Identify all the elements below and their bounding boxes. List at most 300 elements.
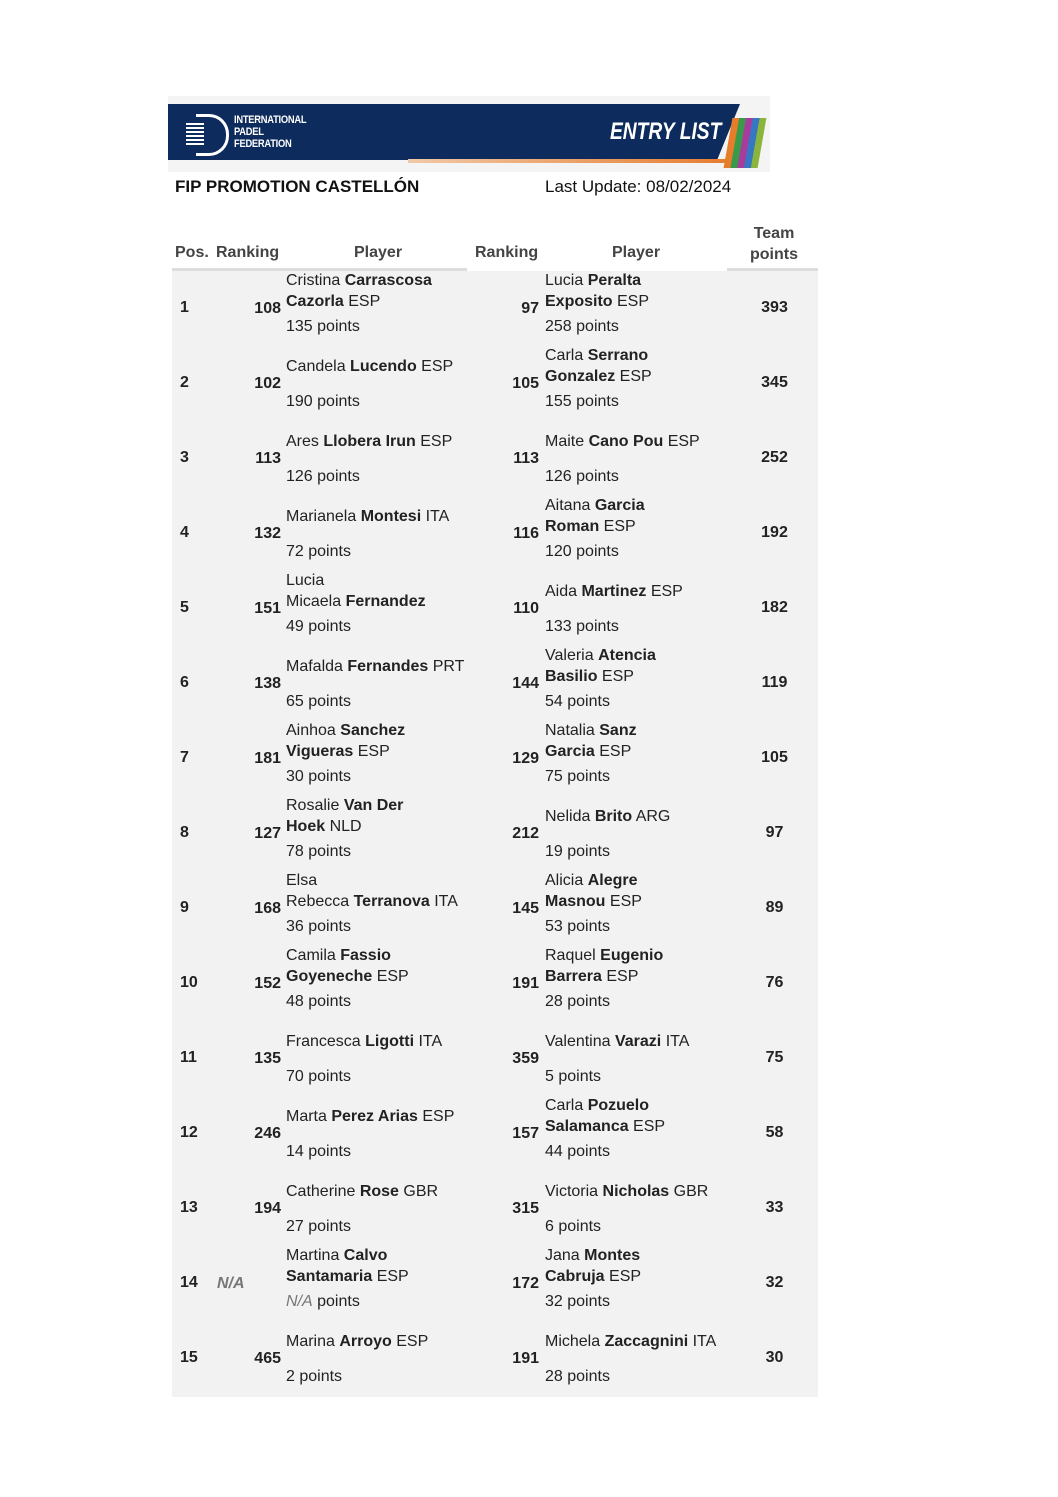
name-part: Catherine <box>286 1182 360 1200</box>
player-name <box>545 721 745 761</box>
player-points <box>286 618 351 636</box>
table-row <box>172 421 818 496</box>
logo-line: INTERNATIONAL <box>234 114 307 126</box>
surname: Masnou <box>545 893 606 910</box>
banner-color-stripes <box>724 118 767 168</box>
team-points: 30 <box>765 1349 784 1366</box>
surname: Terranova <box>353 893 430 910</box>
player-cell <box>286 796 486 871</box>
surname: Garcia <box>545 743 595 760</box>
points-label: points <box>303 768 351 785</box>
player-ranking: N/A <box>217 1275 245 1292</box>
points-label: points <box>571 543 619 560</box>
player-points <box>545 1368 610 1386</box>
player-name <box>286 1096 486 1136</box>
points-value: 49 <box>286 618 304 635</box>
player-ranking: 157 <box>512 1125 539 1142</box>
name-part: Rebecca <box>286 893 354 910</box>
points-label: points <box>294 1368 343 1385</box>
player-points <box>286 318 360 336</box>
header-points-line: points <box>750 246 798 263</box>
player-ranking: 315 <box>512 1200 539 1217</box>
name-line <box>545 1266 745 1287</box>
player-points <box>545 1143 610 1161</box>
name-line <box>286 1331 486 1352</box>
points-label: points <box>303 1068 351 1085</box>
player-points <box>545 618 619 636</box>
surname: Salamanca <box>545 1118 629 1135</box>
name-part: Mafalda <box>286 657 348 675</box>
points-label: points <box>571 318 619 335</box>
surname: Carrascosa <box>344 272 432 289</box>
points-label: points <box>562 1143 610 1160</box>
surname: Hoek <box>286 818 326 835</box>
name-part: ESP <box>646 582 683 600</box>
position: 14 <box>180 1274 198 1291</box>
name-part: Ares <box>286 432 324 450</box>
player-points <box>545 1068 601 1086</box>
points-value: 28 <box>545 1368 563 1385</box>
name-line <box>286 795 486 816</box>
surname: Santamaria <box>286 1268 373 1285</box>
player-cell <box>286 1321 486 1396</box>
player-cell <box>286 646 486 721</box>
player-ranking: 138 <box>254 675 281 692</box>
player-ranking: 194 <box>254 1200 281 1217</box>
player-name <box>286 271 486 311</box>
player-points <box>545 843 610 861</box>
header-team-points <box>750 223 798 265</box>
table-row <box>172 1171 818 1246</box>
player-cell <box>286 946 486 1021</box>
name-part: Valentina <box>545 1032 615 1050</box>
name-part: Martina <box>286 1247 344 1264</box>
points-label: points <box>303 618 351 635</box>
name-part: ESP <box>343 293 381 310</box>
surname: Sanz <box>599 722 637 739</box>
name-line <box>545 945 745 966</box>
player-cell <box>545 421 745 496</box>
name-part: Nelida <box>545 807 595 825</box>
points-value: 135 <box>286 318 313 335</box>
team-points: 89 <box>765 899 784 916</box>
name-line <box>545 1331 745 1352</box>
name-part: Victoria <box>545 1182 603 1200</box>
player-name <box>545 946 745 986</box>
points-label: points <box>553 1068 602 1085</box>
points-value: 72 <box>286 543 304 560</box>
points-label: points <box>571 468 619 485</box>
player-points <box>545 768 610 786</box>
header-ranking-1: Ranking <box>216 244 280 261</box>
team-points: 393 <box>761 299 788 316</box>
position: 6 <box>180 674 189 691</box>
name-part: ESP <box>597 668 634 685</box>
points-value: 190 <box>286 393 313 410</box>
team-points: 32 <box>765 1274 784 1291</box>
last-update: Last Update: 08/02/2024 <box>545 177 732 196</box>
surname: Serrano <box>587 347 649 364</box>
player-ranking: 144 <box>512 675 539 692</box>
entry-table <box>172 271 818 1397</box>
banner-title: ENTRY LIST <box>610 118 722 145</box>
player-name <box>286 1321 486 1361</box>
name-part: ESP <box>416 357 454 375</box>
player-ranking: 129 <box>512 750 539 767</box>
player-name <box>545 1246 745 1286</box>
name-line <box>286 891 486 912</box>
points-label: points <box>312 468 360 485</box>
player-points <box>545 393 619 411</box>
table-row <box>172 1021 818 1096</box>
points-label: points <box>562 1368 610 1385</box>
name-part: Cristina <box>286 272 345 289</box>
name-line <box>545 645 745 666</box>
surname: Ligotti <box>365 1032 415 1050</box>
name-line <box>545 431 745 452</box>
name-line <box>286 1106 486 1127</box>
name-part: Maite <box>545 432 589 450</box>
surname: Gonzalez <box>545 368 616 385</box>
name-line <box>286 1245 486 1266</box>
player-cell <box>286 571 486 646</box>
name-line <box>545 366 745 387</box>
name-part: Carla <box>545 1097 588 1114</box>
name-part: ESP <box>415 432 453 450</box>
points-value: 5 <box>545 1068 554 1085</box>
surname: Cano Pou <box>588 432 664 450</box>
player-ranking: 212 <box>512 825 539 842</box>
points-label: points <box>553 1218 602 1235</box>
header-player-1: Player <box>354 244 403 261</box>
team-points: 33 <box>765 1199 784 1216</box>
surname: Garcia <box>594 497 645 514</box>
player-points <box>286 543 351 561</box>
name-line <box>545 666 745 687</box>
name-line <box>286 816 486 837</box>
player-ranking: 181 <box>254 750 281 767</box>
name-line <box>545 495 745 516</box>
position: 11 <box>180 1049 197 1066</box>
player-points <box>545 468 619 486</box>
player-name <box>286 646 486 686</box>
player-name <box>545 271 745 311</box>
team-points: 119 <box>761 674 788 691</box>
player-ranking: 465 <box>254 1350 281 1367</box>
player-points <box>545 993 610 1011</box>
name-part: Natalia <box>545 722 600 739</box>
surname: Arroyo <box>339 1332 392 1350</box>
name-part: Micaela <box>286 593 346 610</box>
name-line <box>286 356 486 377</box>
team-points: 76 <box>765 974 784 991</box>
team-points: 345 <box>761 374 788 391</box>
name-line <box>286 291 486 312</box>
name-line <box>545 806 745 827</box>
position: 9 <box>180 899 189 916</box>
name-part: Carla <box>545 347 588 364</box>
surname: Vigueras <box>286 743 354 760</box>
name-line <box>286 1266 486 1287</box>
points-label: points <box>303 543 351 560</box>
position: 5 <box>180 599 189 616</box>
player-ranking: 127 <box>254 825 281 842</box>
player-ranking: 152 <box>254 975 281 992</box>
name-line <box>545 345 745 366</box>
points-value: 258 <box>545 318 572 335</box>
name-part: Alicia <box>545 872 588 889</box>
name-part: Marta <box>286 1107 332 1125</box>
name-part: ARG <box>632 807 671 825</box>
points-label: points <box>562 993 610 1010</box>
name-part: ESP <box>615 368 652 385</box>
surname: Perez Arias <box>331 1107 418 1125</box>
points-label: points <box>303 1143 351 1160</box>
table-row <box>172 946 818 1021</box>
player-cell <box>545 1096 745 1171</box>
player-points <box>286 393 360 411</box>
points-value: 14 <box>286 1143 304 1160</box>
player-points <box>286 693 351 711</box>
player-name <box>286 1171 486 1211</box>
table-row <box>172 1246 818 1321</box>
player-points <box>286 993 351 1011</box>
player-name <box>286 1021 486 1061</box>
player-points <box>545 1218 601 1236</box>
points-value: N/A <box>286 1293 313 1310</box>
name-part: Valeria <box>545 647 599 664</box>
name-part: ESP <box>372 1268 409 1285</box>
table-row <box>172 271 818 346</box>
name-part: GBR <box>669 1182 709 1200</box>
name-line <box>286 966 486 987</box>
player-ranking: 191 <box>512 975 539 992</box>
player-name <box>286 946 486 986</box>
name-line <box>286 720 486 741</box>
header-pos: Pos. <box>175 244 209 261</box>
position: 13 <box>180 1199 198 1216</box>
player-ranking: 102 <box>254 375 281 392</box>
name-line <box>545 1031 745 1052</box>
name-line <box>545 870 745 891</box>
name-line <box>545 1095 745 1116</box>
points-value: 2 <box>286 1368 295 1385</box>
player-points <box>286 843 351 861</box>
header-ranking-2: Ranking <box>475 244 539 261</box>
player-cell <box>545 346 745 421</box>
points-label: points <box>303 918 351 935</box>
tournament-title: FIP PROMOTION CASTELLÓN <box>175 177 420 196</box>
player-ranking: 145 <box>512 900 539 917</box>
player-points <box>286 768 351 786</box>
table-row <box>172 346 818 421</box>
player-cell <box>286 421 486 496</box>
name-part: Candela <box>286 357 351 375</box>
player-name <box>545 571 745 611</box>
name-part: ESP <box>604 1268 642 1285</box>
name-part: ESP <box>612 293 650 310</box>
player-name <box>545 796 745 836</box>
position: 15 <box>180 1349 198 1366</box>
player-cell <box>545 946 745 1021</box>
table-row <box>172 796 818 871</box>
name-line <box>545 1181 745 1202</box>
surname: Pozuelo <box>587 1097 650 1114</box>
name-part: Aida <box>545 582 582 600</box>
name-line <box>286 591 486 612</box>
player-name <box>286 346 486 386</box>
team-points: 75 <box>765 1049 784 1066</box>
name-part: ESP <box>599 518 636 535</box>
player-cell <box>545 1171 745 1246</box>
name-part: Lucia <box>286 572 325 589</box>
name-part: ESP <box>391 1332 429 1350</box>
name-part: PRT <box>428 657 465 675</box>
surname: Nicholas <box>602 1182 670 1200</box>
player-name <box>545 496 745 536</box>
player-ranking: 168 <box>254 900 281 917</box>
name-line <box>545 291 745 312</box>
player-ranking: 110 <box>513 600 539 617</box>
name-line <box>286 506 486 527</box>
points-value: 78 <box>286 843 304 860</box>
table-row <box>172 1096 818 1171</box>
player-cell <box>286 1246 486 1321</box>
name-part: Marianela <box>286 507 361 525</box>
surname: Basilio <box>545 668 598 685</box>
surname: Barrera <box>545 968 602 985</box>
points-value: 53 <box>545 918 563 935</box>
player-ranking: 113 <box>513 450 539 467</box>
player-ranking: 116 <box>513 525 539 542</box>
surname: Varazi <box>614 1032 662 1050</box>
table-row <box>172 721 818 796</box>
player-ranking: 191 <box>512 1350 539 1367</box>
team-points: 105 <box>761 749 788 766</box>
team-points: 182 <box>761 599 788 616</box>
player-name <box>286 571 486 611</box>
fip-banner <box>168 96 770 172</box>
name-part: ITA <box>414 1032 443 1050</box>
player-name <box>545 421 745 461</box>
position: 3 <box>180 449 189 466</box>
surname: Van Der <box>343 797 404 814</box>
points-label: points <box>562 693 610 710</box>
points-value: 120 <box>545 543 572 560</box>
name-part: Francesca <box>286 1032 366 1050</box>
player-points <box>286 1368 342 1386</box>
table-row <box>172 646 818 721</box>
surname: Calvo <box>343 1247 388 1264</box>
points-value: 44 <box>545 1143 563 1160</box>
player-cell <box>286 721 486 796</box>
points-label: points <box>562 768 610 785</box>
name-part: ESP <box>605 893 642 910</box>
name-part: Marina <box>286 1332 340 1350</box>
name-part: ESP <box>353 743 390 760</box>
player-cell <box>286 871 486 946</box>
table-row <box>172 1321 818 1396</box>
position: 7 <box>180 749 189 766</box>
surname: Martinez <box>581 582 647 600</box>
points-value: 32 <box>545 1293 563 1310</box>
points-label: points <box>571 618 619 635</box>
surname: Fernandes <box>347 657 429 675</box>
surname: Fernandez <box>345 593 426 610</box>
name-line <box>545 966 745 987</box>
position: 12 <box>180 1124 198 1141</box>
name-line <box>545 581 745 602</box>
name-part: Ainhoa <box>286 722 341 739</box>
header-player-2: Player <box>612 244 661 261</box>
name-part: ITA <box>688 1332 717 1350</box>
team-points: 58 <box>765 1124 784 1141</box>
surname: Lucendo <box>350 357 417 375</box>
player-ranking: 132 <box>254 525 281 542</box>
name-line <box>545 741 745 762</box>
name-line <box>286 270 486 291</box>
player-cell <box>545 571 745 646</box>
player-ranking: 246 <box>254 1125 281 1142</box>
logo-line: PADEL <box>234 126 264 138</box>
player-ranking: 108 <box>254 300 281 317</box>
player-name <box>545 1171 745 1211</box>
player-points <box>545 318 619 336</box>
name-part: NLD <box>325 818 362 835</box>
name-part: Michela <box>545 1332 605 1350</box>
name-part: ITA <box>421 507 450 525</box>
points-label: points <box>312 1293 360 1310</box>
name-part: ITA <box>429 893 458 910</box>
points-value: 65 <box>286 693 304 710</box>
surname: Eugenio <box>600 947 664 964</box>
points-label: points <box>562 1293 610 1310</box>
name-line <box>286 741 486 762</box>
name-part: GBR <box>398 1182 439 1200</box>
name-line <box>545 1116 745 1137</box>
player-cell <box>545 1246 745 1321</box>
surname: Exposito <box>545 293 613 310</box>
position: 10 <box>180 974 198 991</box>
surname: Montesi <box>360 507 422 525</box>
surname: Montes <box>584 1247 641 1264</box>
position: 4 <box>180 524 189 541</box>
name-part: ITA <box>661 1032 690 1050</box>
player-name <box>545 346 745 386</box>
player-points <box>286 468 360 486</box>
player-ranking: 359 <box>512 1050 539 1067</box>
name-part: ESP <box>601 968 639 985</box>
player-name <box>286 871 486 911</box>
position: 2 <box>180 374 189 391</box>
player-cell <box>286 271 486 346</box>
player-points <box>545 543 619 561</box>
header-team-line: Team <box>753 225 795 242</box>
banner-orange-line <box>408 159 738 163</box>
points-value: 6 <box>545 1218 554 1235</box>
player-cell <box>545 1021 745 1096</box>
name-line <box>286 945 486 966</box>
name-line <box>286 656 486 677</box>
position: 1 <box>180 299 189 316</box>
player-cell <box>545 646 745 721</box>
logo-line: FEDERATION <box>234 138 292 150</box>
points-label: points <box>312 318 360 335</box>
player-points <box>286 1068 351 1086</box>
table-row <box>172 871 818 946</box>
points-label: points <box>562 843 610 860</box>
surname: Goyeneche <box>286 968 373 985</box>
